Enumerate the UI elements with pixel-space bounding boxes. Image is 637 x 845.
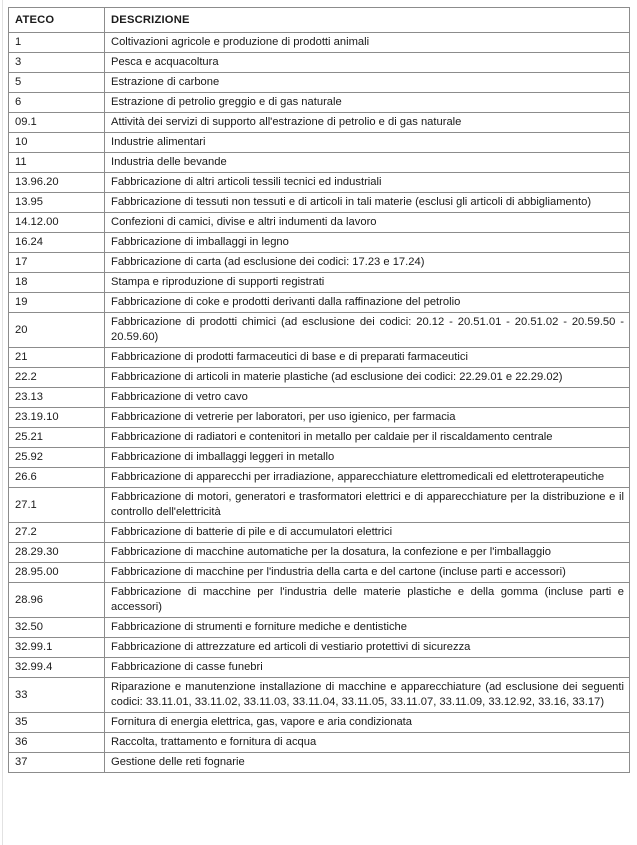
table-row: [9, 388, 630, 408]
table-row: [9, 53, 630, 73]
table-row: [9, 173, 630, 193]
cell-ateco-code: 32.50: [9, 618, 105, 638]
cell-descrizione: Fabbricazione di vetrerie per laboratori, per uso igienico, per farmacia: [105, 408, 630, 428]
table-row: [9, 488, 630, 523]
cell-descrizione: Fabbricazione di casse funebri: [105, 658, 630, 678]
cell-ateco-code: 27.1: [9, 488, 105, 523]
cell-ateco-code: 20: [9, 313, 105, 348]
cell-descrizione: Fabbricazione di macchine per l'industria delle materie plastiche e della gomma (incluse parti e accessori): [105, 583, 630, 618]
cell-ateco-code: 37: [9, 753, 105, 773]
table-header-row: [9, 8, 630, 33]
cell-descrizione: Fabbricazione di macchine per l'industria della carta e del cartone (incluse parti e accessori): [105, 563, 630, 583]
table-row: [9, 113, 630, 133]
cell-ateco-code: 32.99.1: [9, 638, 105, 658]
cell-ateco-code: 22.2: [9, 368, 105, 388]
table-row: [9, 678, 630, 713]
cell-ateco-code: 23.13: [9, 388, 105, 408]
cell-descrizione: Industrie alimentari: [105, 133, 630, 153]
cell-descrizione: Fabbricazione di coke e prodotti derivanti dalla raffinazione del petrolio: [105, 293, 630, 313]
cell-ateco-code: 28.29.30: [9, 543, 105, 563]
cell-descrizione: Fornitura di energia elettrica, gas, vapore e aria condizionata: [105, 713, 630, 733]
table-row: [9, 293, 630, 313]
cell-ateco-code: 10: [9, 133, 105, 153]
cell-ateco-code: 28.95.00: [9, 563, 105, 583]
cell-descrizione: Fabbricazione di prodotti farmaceutici di base e di preparati farmaceutici: [105, 348, 630, 368]
table-row: [9, 583, 630, 618]
cell-descrizione: Estrazione di petrolio greggio e di gas naturale: [105, 93, 630, 113]
cell-ateco-code: 36: [9, 733, 105, 753]
cell-descrizione: Raccolta, trattamento e fornitura di acqua: [105, 733, 630, 753]
cell-ateco-code: 25.21: [9, 428, 105, 448]
cell-descrizione: Estrazione di carbone: [105, 73, 630, 93]
page-edge-artifact: [2, 0, 3, 845]
column-header-ateco: ATECO: [9, 8, 105, 33]
cell-ateco-code: 3: [9, 53, 105, 73]
cell-descrizione: Fabbricazione di macchine automatiche per la dosatura, la confezione e per l'imballaggio: [105, 543, 630, 563]
cell-descrizione: Industria delle bevande: [105, 153, 630, 173]
table-row: [9, 618, 630, 638]
cell-descrizione: Fabbricazione di attrezzature ed articoli di vestiario protettivi di sicurezza: [105, 638, 630, 658]
table-row: [9, 253, 630, 273]
cell-ateco-code: 27.2: [9, 523, 105, 543]
cell-descrizione: Fabbricazione di imballaggi in legno: [105, 233, 630, 253]
table-body: [9, 33, 630, 773]
cell-ateco-code: 6: [9, 93, 105, 113]
cell-descrizione: Pesca e acquacoltura: [105, 53, 630, 73]
table-row: [9, 468, 630, 488]
table-row: [9, 33, 630, 53]
cell-ateco-code: 11: [9, 153, 105, 173]
table-row: [9, 153, 630, 173]
cell-ateco-code: 09.1: [9, 113, 105, 133]
table-row: [9, 73, 630, 93]
cell-descrizione: Fabbricazione di batterie di pile e di accumulatori elettrici: [105, 523, 630, 543]
table-row: [9, 213, 630, 233]
table-row: [9, 713, 630, 733]
table-row: [9, 193, 630, 213]
cell-descrizione: Stampa e riproduzione di supporti registrati: [105, 273, 630, 293]
table-row: [9, 543, 630, 563]
cell-ateco-code: 1: [9, 33, 105, 53]
cell-ateco-code: 13.95: [9, 193, 105, 213]
table-row: [9, 563, 630, 583]
cell-ateco-code: 28.96: [9, 583, 105, 618]
table-row: [9, 658, 630, 678]
cell-descrizione: Fabbricazione di altri articoli tessili tecnici ed industriali: [105, 173, 630, 193]
table-row: [9, 93, 630, 113]
column-header-descrizione: DESCRIZIONE: [105, 8, 630, 33]
cell-descrizione: Riparazione e manutenzione installazione di macchine e apparecchiature (ad esclusione dei seguenti codici: 33.11.01, 33.11.02, 33.11.03, 33.11.04, 33.11.05, 33.11.07, 33.11.09, 33.12.92, 33.16, 33.17): [105, 678, 630, 713]
cell-descrizione: Coltivazioni agricole e produzione di prodotti animali: [105, 33, 630, 53]
cell-descrizione: Fabbricazione di vetro cavo: [105, 388, 630, 408]
table-row: [9, 448, 630, 468]
cell-descrizione: Fabbricazione di motori, generatori e trasformatori elettrici e di apparecchiature per la distribuzione e il controllo dell'elettricità: [105, 488, 630, 523]
table-row: [9, 638, 630, 658]
cell-descrizione: Confezioni di camici, divise e altri indumenti da lavoro: [105, 213, 630, 233]
table-row: [9, 348, 630, 368]
cell-ateco-code: 16.24: [9, 233, 105, 253]
cell-ateco-code: 5: [9, 73, 105, 93]
table-row: [9, 428, 630, 448]
cell-descrizione: Fabbricazione di strumenti e forniture mediche e dentistiche: [105, 618, 630, 638]
table-row: [9, 523, 630, 543]
cell-ateco-code: 13.96.20: [9, 173, 105, 193]
table-row: [9, 753, 630, 773]
cell-descrizione: Fabbricazione di carta (ad esclusione dei codici: 17.23 e 17.24): [105, 253, 630, 273]
table-row: [9, 273, 630, 293]
table-row: [9, 733, 630, 753]
cell-descrizione: Fabbricazione di articoli in materie plastiche (ad esclusione dei codici: 22.29.01 e 22.29.02): [105, 368, 630, 388]
cell-descrizione: Fabbricazione di radiatori e contenitori in metallo per caldaie per il riscaldamento centrale: [105, 428, 630, 448]
cell-descrizione: Gestione delle reti fognarie: [105, 753, 630, 773]
cell-ateco-code: 19: [9, 293, 105, 313]
table-header: [9, 8, 630, 33]
table-row: [9, 313, 630, 348]
table-row: [9, 368, 630, 388]
cell-descrizione: Attività dei servizi di supporto all'estrazione di petrolio e di gas naturale: [105, 113, 630, 133]
cell-ateco-code: 23.19.10: [9, 408, 105, 428]
ateco-table-container: [8, 7, 629, 773]
ateco-classification-table: [8, 7, 630, 773]
cell-ateco-code: 33: [9, 678, 105, 713]
cell-descrizione: Fabbricazione di tessuti non tessuti e di articoli in tali materie (esclusi gli articoli di abbigliamento): [105, 193, 630, 213]
cell-ateco-code: 14.12.00: [9, 213, 105, 233]
table-row: [9, 408, 630, 428]
cell-ateco-code: 18: [9, 273, 105, 293]
cell-ateco-code: 26.6: [9, 468, 105, 488]
cell-ateco-code: 17: [9, 253, 105, 273]
cell-descrizione: Fabbricazione di apparecchi per irradiazione, apparecchiature elettromedicali ed elettroterapeutiche: [105, 468, 630, 488]
cell-ateco-code: 21: [9, 348, 105, 368]
table-row: [9, 133, 630, 153]
cell-ateco-code: 35: [9, 713, 105, 733]
cell-descrizione: Fabbricazione di prodotti chimici (ad esclusione dei codici: 20.12 - 20.51.01 - 20.51.02 - 20.59.50 - 20.59.60): [105, 313, 630, 348]
cell-descrizione: Fabbricazione di imballaggi leggeri in metallo: [105, 448, 630, 468]
cell-ateco-code: 25.92: [9, 448, 105, 468]
cell-ateco-code: 32.99.4: [9, 658, 105, 678]
table-row: [9, 233, 630, 253]
